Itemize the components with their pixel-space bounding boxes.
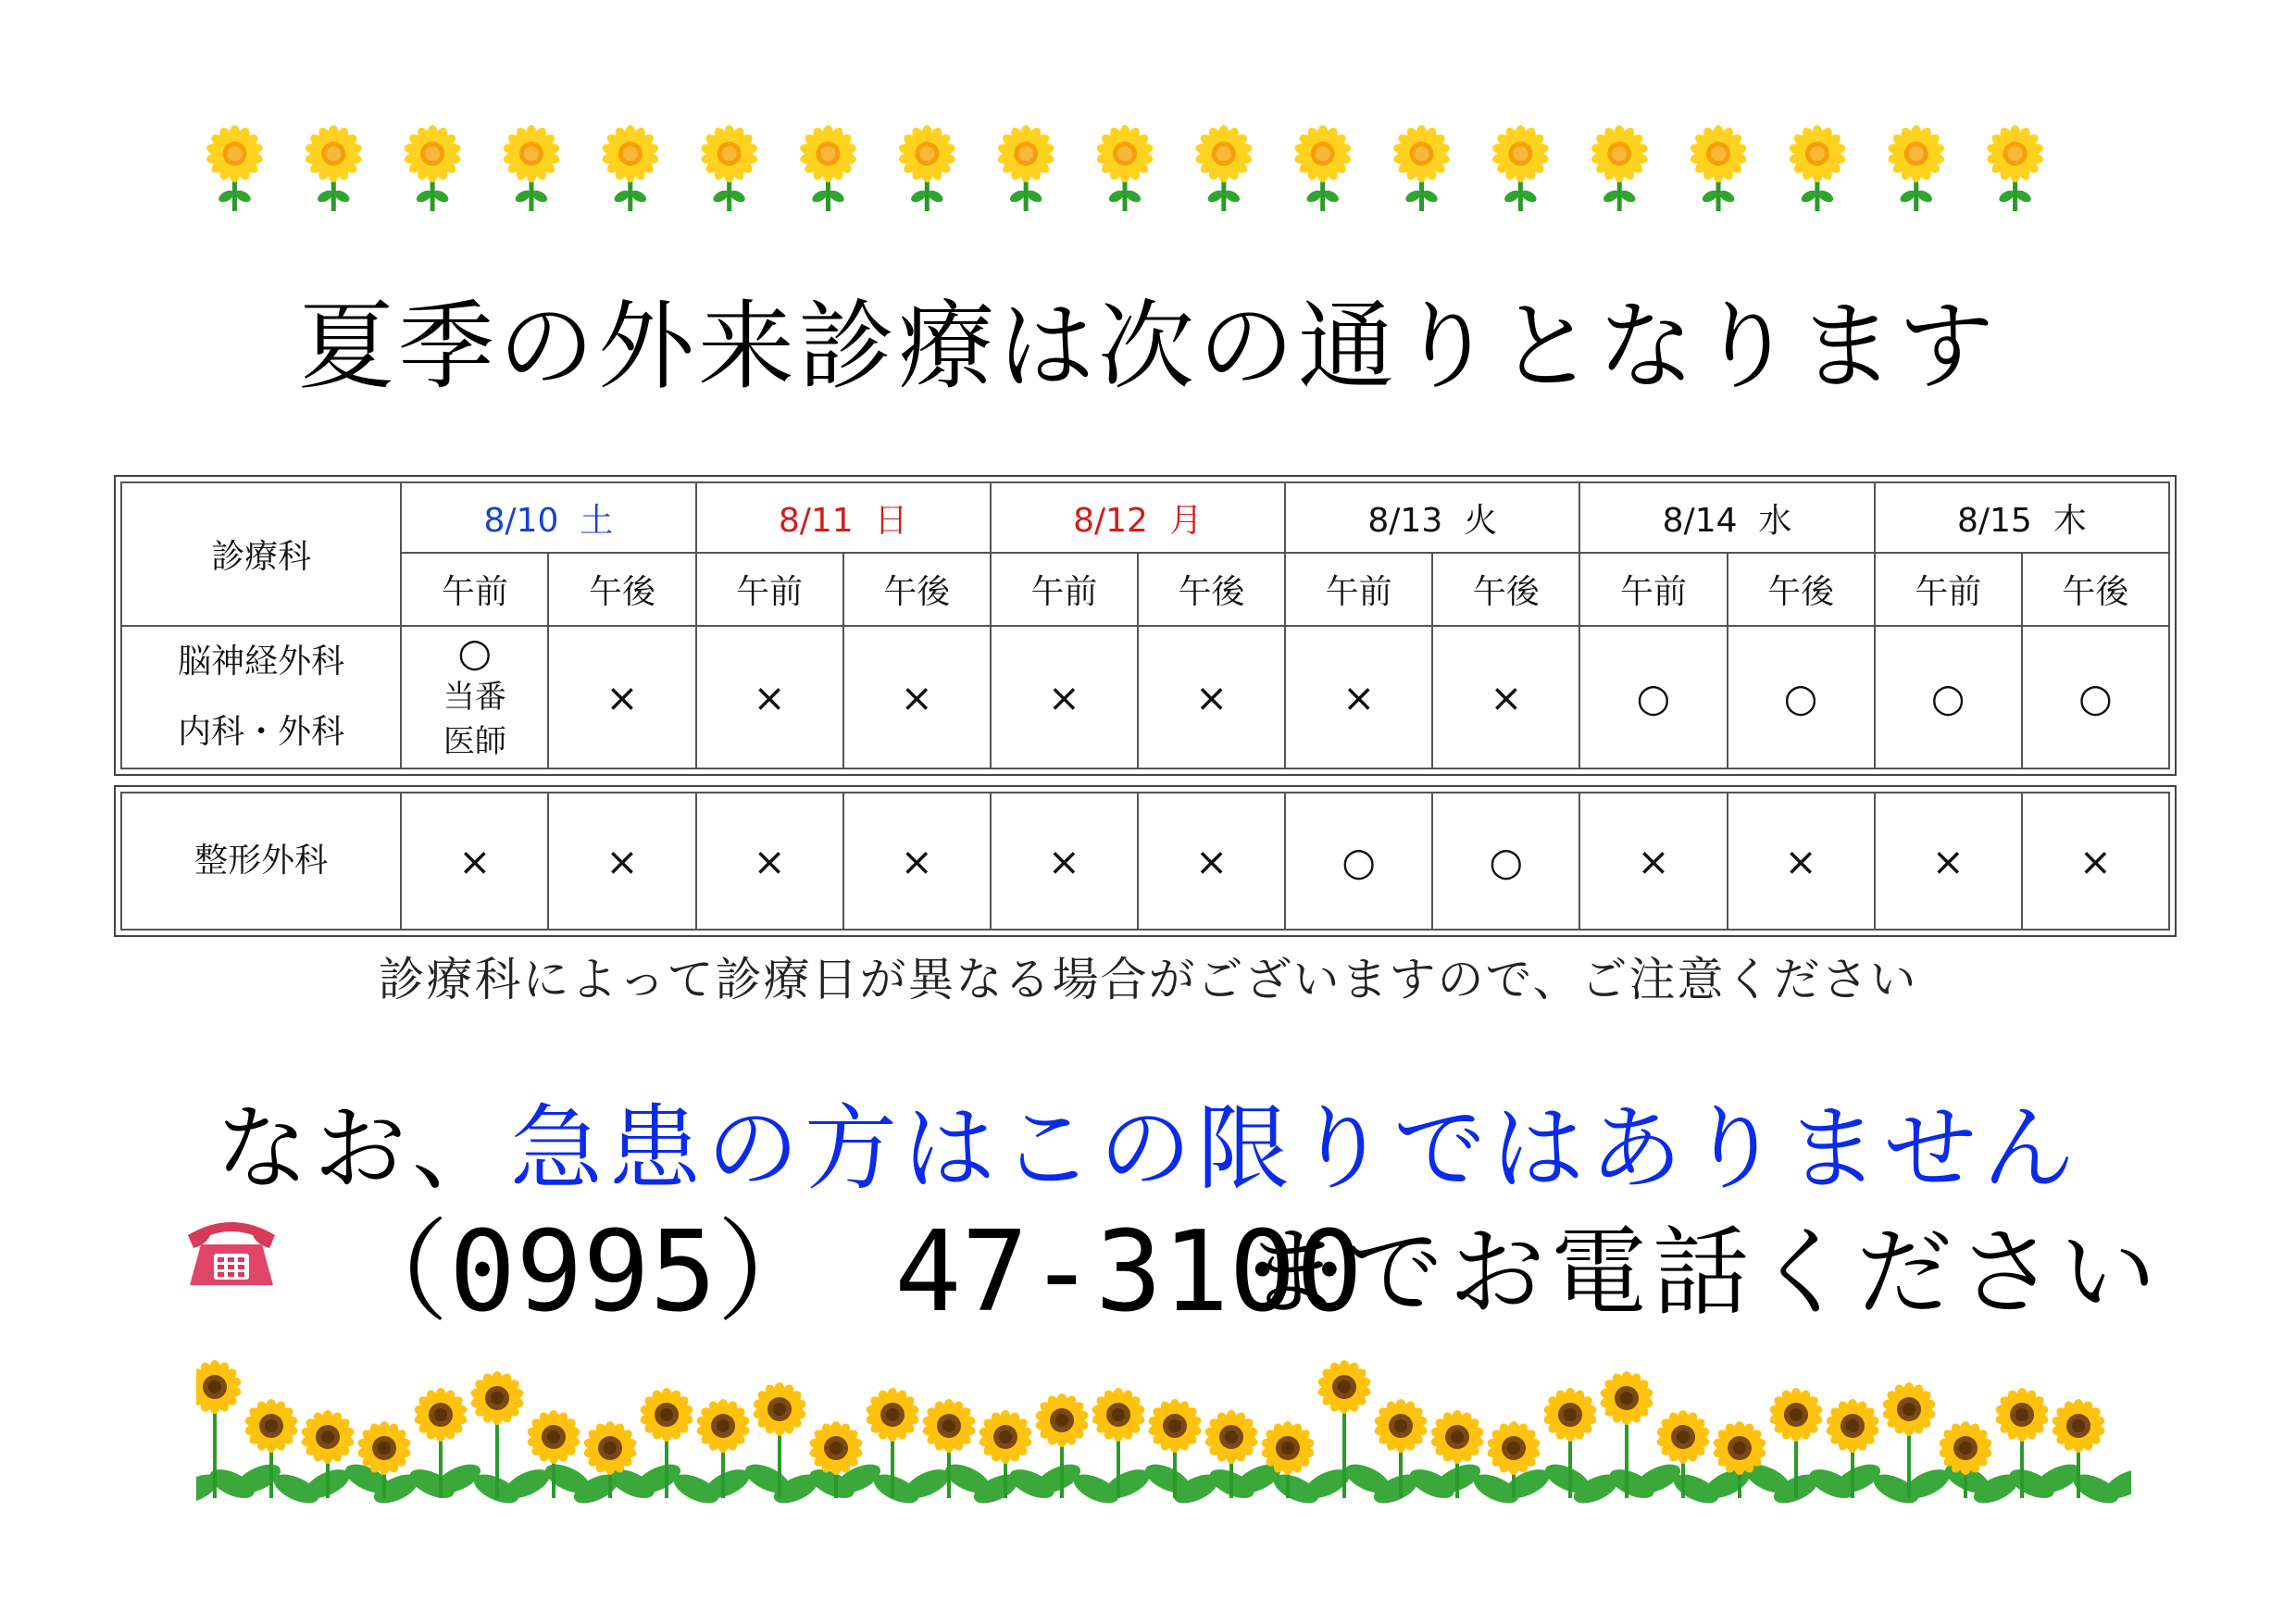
mark: ○ [457,630,493,675]
dow: 火 [1464,501,1498,540]
mark-cell: × [696,793,843,930]
slot-am: 午前 [401,553,548,626]
mark-cell: × [843,626,991,768]
mark-cell: × [2022,793,2169,930]
dow: 日 [874,501,908,540]
slot-pm: 午後 [1138,553,1285,626]
dept-name [121,626,401,768]
slot-pm: 午後 [843,553,991,626]
schedule-table-ortho [120,792,2170,931]
dept-name: 整形外科 [121,793,401,930]
sunflower-icon [898,125,956,211]
dow: 土 [580,501,614,540]
sunflower-icon [1591,125,1649,211]
sunflower-field-icon [196,1359,2131,1507]
page-headline: 夏季の外来診療は次の通りとなります [297,290,1998,403]
dow: 月 [1168,501,1203,540]
sunflower-icon [1293,125,1352,211]
sunflower-row-top [185,119,2065,211]
slot-am: 午前 [696,553,843,626]
table-row [121,793,2169,930]
sunflower-icon [1887,125,1945,211]
schedule-table-neuro [120,481,2170,769]
date: 8/13 [1367,501,1443,540]
slot-am: 午前 [991,553,1138,626]
mark-cell: ○ [1728,626,1875,768]
mark-cell: ○ [1285,793,1432,930]
slot-pm: 午後 [1432,553,1579,626]
dept-header: 診療科 [121,482,401,626]
mark-cell: × [1138,626,1285,768]
slot-pm: 午後 [2022,553,2169,626]
phone-number: （0995） 47-3100 [338,1208,1363,1337]
mark-cell: × [1432,626,1579,768]
slot-am: 午前 [1579,553,1727,626]
slot-pm: 午後 [1728,553,1875,626]
mark-cell: ○ [2022,626,2169,768]
date: 8/12 [1073,501,1148,540]
dept-line: 内科・外科 [178,713,345,751]
phone-tail: までお電話ください [1245,1216,2163,1329]
date-header-0811 [696,482,991,553]
duty-line: 当番 [443,679,506,716]
date-header-0812 [991,482,1285,553]
mark-cell: ○ [1432,793,1579,930]
mark-cell: × [548,626,695,768]
mark-cell: × [1579,793,1727,930]
emergency-lead: なお、 [216,1094,510,1203]
sunflower-icon [997,125,1055,211]
duty-line: 医師 [443,723,506,760]
mark-cell: × [991,626,1138,768]
slot-am: 午前 [1875,553,2022,626]
sunflower-icon [700,125,758,211]
telephone-icon [181,1207,282,1291]
mark-cell: × [548,793,695,930]
sunflower-icon [1689,125,1747,211]
sunflower-icons [185,119,2065,211]
sunflower-icon [799,125,857,211]
sunflower-icon [404,125,462,211]
mark-cell: × [1138,793,1285,930]
sunflower-icon [502,125,560,211]
sunflower-icon [1491,125,1550,211]
date-header-0813 [1285,482,1579,553]
date: 8/15 [1956,501,2032,540]
dept-line: 脳神経外科 [178,643,345,681]
phone-line [181,1183,2217,1337]
sunflower-icon [1392,125,1451,211]
slot-pm: 午後 [548,553,695,626]
department-note: 診療科によって診療日が異なる場合がございますので、ご注意ください [378,953,1918,1006]
dow: 水 [1758,501,1792,540]
date: 8/11 [778,501,854,540]
sunflower-icon [1986,125,2044,211]
date-header-0810 [401,482,695,553]
mark-cell: × [1875,793,2022,930]
table-row [121,626,2169,768]
emergency-highlight: 急患の方はこの限りではありません [510,1094,2080,1203]
sunflower-icon [1095,125,1154,211]
sunflower-icon [1788,125,1846,211]
mark-cell: × [696,626,843,768]
date-header-0815 [1875,482,2169,553]
mark-cell: ○ [1579,626,1727,768]
sunflower-icon [601,125,659,211]
date-header-0814 [1579,482,1874,553]
sunflower-icon [1194,125,1253,211]
sunflower-field-bottom [196,1359,2131,1507]
mark-cell: × [1728,793,1875,930]
mark-cell: × [991,793,1138,930]
mark-cell: × [843,793,991,930]
sunflower-icon [206,125,264,211]
slot-am: 午前 [1285,553,1432,626]
date: 8/14 [1662,501,1738,540]
mark-cell: ○ [1875,626,2022,768]
cell-duty-doctor [401,626,548,768]
mark-cell: × [1285,626,1432,768]
date: 8/10 [483,501,559,540]
mark-cell: × [401,793,548,930]
dow: 木 [2053,501,2087,540]
sunflower-icon [305,125,363,211]
